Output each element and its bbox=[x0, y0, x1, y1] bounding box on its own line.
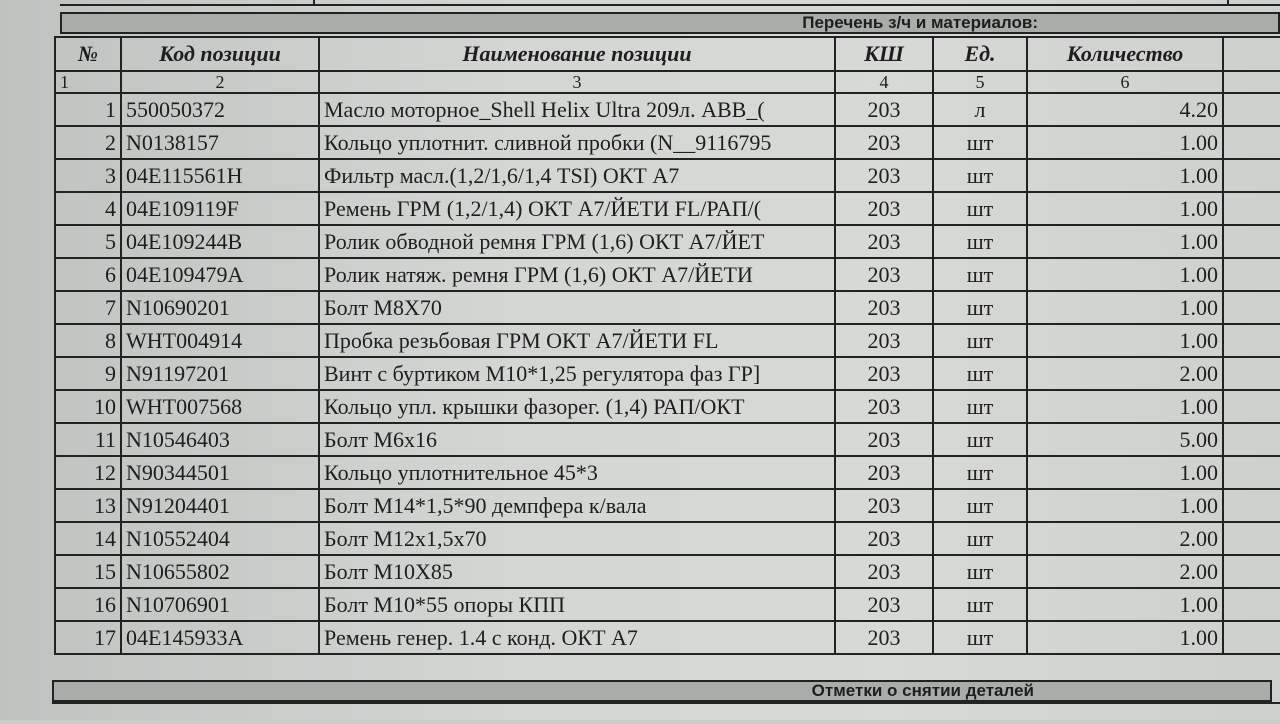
table-cell-extra bbox=[1223, 258, 1280, 291]
table-cell-qty: 1.00 bbox=[1027, 159, 1223, 192]
table-cell-unit: шт bbox=[933, 588, 1027, 621]
table-cell-extra bbox=[1223, 390, 1280, 423]
column-number-row bbox=[55, 71, 1280, 93]
table-cell-qty: 1.00 bbox=[1027, 621, 1223, 654]
top-divider-tick bbox=[313, 0, 315, 6]
table-cell-qty: 2.00 bbox=[1027, 357, 1223, 390]
parts-section-title: Перечень з/ч и материалов: bbox=[60, 12, 1280, 34]
table-cell-num: 12 bbox=[55, 456, 121, 489]
table-cell-extra bbox=[1223, 225, 1280, 258]
column-header-code: Код позиции bbox=[121, 37, 319, 71]
table-row bbox=[55, 291, 1280, 324]
table-cell-name: Фильтр масл.(1,2/1,6/1,4 TSI) ОКТ А7 bbox=[319, 159, 835, 192]
table-cell-qty: 1.00 bbox=[1027, 291, 1223, 324]
table-row bbox=[55, 126, 1280, 159]
table-cell-ksh: 203 bbox=[835, 423, 933, 456]
table-cell-num: 9 bbox=[55, 357, 121, 390]
column-number: 6 bbox=[1027, 71, 1223, 93]
table-cell-extra bbox=[1223, 489, 1280, 522]
table-cell-code: N91197201 bbox=[121, 357, 319, 390]
column-header-qty: Количество bbox=[1027, 37, 1223, 71]
table-cell-unit: шт bbox=[933, 390, 1027, 423]
table-cell-code: N10546403 bbox=[121, 423, 319, 456]
parts-table bbox=[54, 36, 1280, 655]
table-row bbox=[55, 192, 1280, 225]
table-cell-name: Пробка резьбовая ГРМ ОКТ А7/ЙЕТИ FL bbox=[319, 324, 835, 357]
table-cell-unit: шт bbox=[933, 258, 1027, 291]
table-cell-name: Кольцо уплотнит. сливной пробки (N__9116795 bbox=[319, 126, 835, 159]
table-cell-name: Ремень генер. 1.4 с конд. ОКТ А7 bbox=[319, 621, 835, 654]
table-cell-ksh: 203 bbox=[835, 357, 933, 390]
table-cell-extra bbox=[1223, 324, 1280, 357]
bottom-table-edge bbox=[52, 702, 1280, 724]
table-cell-extra bbox=[1223, 522, 1280, 555]
table-cell-ksh: 203 bbox=[835, 456, 933, 489]
table-cell-qty: 1.00 bbox=[1027, 489, 1223, 522]
table-cell-extra bbox=[1223, 126, 1280, 159]
removal-section-title: Отметки о снятии деталей bbox=[52, 680, 1272, 702]
table-cell-num: 17 bbox=[55, 621, 121, 654]
table-header-row bbox=[55, 37, 1280, 71]
table-cell-name: Болт М12х1,5х70 bbox=[319, 522, 835, 555]
table-cell-code: WHT007568 bbox=[121, 390, 319, 423]
table-row bbox=[55, 489, 1280, 522]
table-cell-num: 2 bbox=[55, 126, 121, 159]
table-cell-unit: л bbox=[933, 93, 1027, 126]
table-cell-num: 4 bbox=[55, 192, 121, 225]
table-row bbox=[55, 324, 1280, 357]
table-cell-ksh: 203 bbox=[835, 555, 933, 588]
table-cell-ksh: 203 bbox=[835, 324, 933, 357]
table-cell-ksh: 203 bbox=[835, 126, 933, 159]
table-row bbox=[55, 357, 1280, 390]
column-header-unit: Ед. bbox=[933, 37, 1027, 71]
table-cell-num: 8 bbox=[55, 324, 121, 357]
table-row bbox=[55, 225, 1280, 258]
column-number: 2 bbox=[121, 71, 319, 93]
table-cell-ksh: 203 bbox=[835, 192, 933, 225]
table-cell-num: 14 bbox=[55, 522, 121, 555]
table-cell-name: Болт М6х16 bbox=[319, 423, 835, 456]
table-cell-name: Винт с буртиком М10*1,25 регулятора фаз ГР] bbox=[319, 357, 835, 390]
table-cell-extra bbox=[1223, 192, 1280, 225]
column-number: 5 bbox=[933, 71, 1027, 93]
column-header-num: № bbox=[55, 37, 121, 71]
table-cell-qty: 1.00 bbox=[1027, 588, 1223, 621]
table-cell-name: Кольцо упл. крышки фазорег. (1,4) РАП/ОКТ bbox=[319, 390, 835, 423]
table-cell-num: 16 bbox=[55, 588, 121, 621]
table-cell-num: 13 bbox=[55, 489, 121, 522]
table-cell-num: 15 bbox=[55, 555, 121, 588]
table-cell-unit: шт bbox=[933, 159, 1027, 192]
table-cell-ksh: 203 bbox=[835, 522, 933, 555]
table-row bbox=[55, 621, 1280, 654]
table-cell-code: 04E109119F bbox=[121, 192, 319, 225]
table-cell-ksh: 203 bbox=[835, 159, 933, 192]
table-cell-code: 04E145933A bbox=[121, 621, 319, 654]
table-cell-qty: 1.00 bbox=[1027, 192, 1223, 225]
table-cell-qty: 2.00 bbox=[1027, 555, 1223, 588]
table-row bbox=[55, 522, 1280, 555]
table-cell-extra bbox=[1223, 357, 1280, 390]
column-header-ksh: КШ bbox=[835, 37, 933, 71]
top-divider-tick bbox=[1227, 0, 1229, 6]
table-cell-name: Ролик обводной ремня ГРМ (1,6) ОКТ А7/ЙЕТ bbox=[319, 225, 835, 258]
table-cell-code: N10655802 bbox=[121, 555, 319, 588]
table-cell-qty: 1.00 bbox=[1027, 126, 1223, 159]
table-cell-code: 04E109479A bbox=[121, 258, 319, 291]
table-cell-name: Болт М14*1,5*90 демпфера к/вала bbox=[319, 489, 835, 522]
table-cell-code: 550050372 bbox=[121, 93, 319, 126]
table-row bbox=[55, 159, 1280, 192]
table-cell-extra bbox=[1223, 621, 1280, 654]
table-cell-unit: шт bbox=[933, 522, 1027, 555]
table-cell-extra bbox=[1223, 588, 1280, 621]
column-number: 3 bbox=[319, 71, 835, 93]
table-cell-code: N10706901 bbox=[121, 588, 319, 621]
table-cell-ksh: 203 bbox=[835, 225, 933, 258]
table-cell-unit: шт bbox=[933, 225, 1027, 258]
table-cell-extra bbox=[1223, 291, 1280, 324]
table-cell-ksh: 203 bbox=[835, 258, 933, 291]
table-cell-num: 1 bbox=[55, 93, 121, 126]
table-cell-qty: 1.00 bbox=[1027, 324, 1223, 357]
table-cell-unit: шт bbox=[933, 555, 1027, 588]
table-cell-ksh: 203 bbox=[835, 621, 933, 654]
table-cell-name: Масло моторное_Shell Helix Ultra 209л. ABB_( bbox=[319, 93, 835, 126]
table-cell-extra bbox=[1223, 93, 1280, 126]
table-cell-code: N10690201 bbox=[121, 291, 319, 324]
table-cell-unit: шт bbox=[933, 489, 1027, 522]
table-cell-name: Кольцо уплотнительное 45*3 bbox=[319, 456, 835, 489]
table-cell-unit: шт bbox=[933, 456, 1027, 489]
table-cell-ksh: 203 bbox=[835, 291, 933, 324]
table-cell-num: 6 bbox=[55, 258, 121, 291]
column-header-extra bbox=[1223, 37, 1280, 71]
table-row bbox=[55, 390, 1280, 423]
table-cell-name: Болт М10Х85 bbox=[319, 555, 835, 588]
table-cell-ksh: 203 bbox=[835, 489, 933, 522]
table-row bbox=[55, 588, 1280, 621]
column-number: 4 bbox=[835, 71, 933, 93]
table-cell-code: WHT004914 bbox=[121, 324, 319, 357]
table-cell-unit: шт bbox=[933, 192, 1027, 225]
column-number: 1 bbox=[55, 71, 121, 93]
table-cell-ksh: 203 bbox=[835, 588, 933, 621]
table-row bbox=[55, 456, 1280, 489]
table-cell-ksh: 203 bbox=[835, 93, 933, 126]
table-cell-extra bbox=[1223, 555, 1280, 588]
table-cell-extra bbox=[1223, 456, 1280, 489]
table-cell-extra bbox=[1223, 423, 1280, 456]
table-cell-qty: 4.20 bbox=[1027, 93, 1223, 126]
table-cell-code: N10552404 bbox=[121, 522, 319, 555]
table-row bbox=[55, 423, 1280, 456]
table-cell-unit: шт bbox=[933, 357, 1027, 390]
table-row bbox=[55, 93, 1280, 126]
table-cell-code: N91204401 bbox=[121, 489, 319, 522]
table-cell-qty: 1.00 bbox=[1027, 225, 1223, 258]
table-cell-code: 04E109244B bbox=[121, 225, 319, 258]
table-cell-num: 7 bbox=[55, 291, 121, 324]
table-cell-qty: 1.00 bbox=[1027, 456, 1223, 489]
table-cell-unit: шт bbox=[933, 423, 1027, 456]
table-cell-code: N90344501 bbox=[121, 456, 319, 489]
table-cell-name: Болт М10*55 опоры КПП bbox=[319, 588, 835, 621]
table-cell-code: 04E115561H bbox=[121, 159, 319, 192]
table-cell-qty: 1.00 bbox=[1027, 390, 1223, 423]
table-cell-num: 10 bbox=[55, 390, 121, 423]
table-cell-extra bbox=[1223, 159, 1280, 192]
column-header-name: Наименование позиции bbox=[319, 37, 835, 71]
top-divider bbox=[60, 0, 1280, 6]
table-cell-qty: 5.00 bbox=[1027, 423, 1223, 456]
table-cell-num: 11 bbox=[55, 423, 121, 456]
table-cell-qty: 2.00 bbox=[1027, 522, 1223, 555]
table-cell-name: Болт М8Х70 bbox=[319, 291, 835, 324]
table-cell-qty: 1.00 bbox=[1027, 258, 1223, 291]
table-cell-name: Ролик натяж. ремня ГРМ (1,6) ОКТ А7/ЙЕТИ bbox=[319, 258, 835, 291]
table-cell-num: 3 bbox=[55, 159, 121, 192]
table-cell-unit: шт bbox=[933, 291, 1027, 324]
table-row bbox=[55, 258, 1280, 291]
column-number-extra bbox=[1223, 71, 1280, 93]
table-cell-unit: шт bbox=[933, 621, 1027, 654]
table-cell-unit: шт bbox=[933, 324, 1027, 357]
table-cell-name: Ремень ГРМ (1,2/1,4) ОКТ А7/ЙЕТИ FL/РАП/( bbox=[319, 192, 835, 225]
table-cell-ksh: 203 bbox=[835, 390, 933, 423]
table-cell-unit: шт bbox=[933, 126, 1027, 159]
table-row bbox=[55, 555, 1280, 588]
table-cell-code: N0138157 bbox=[121, 126, 319, 159]
table-cell-num: 5 bbox=[55, 225, 121, 258]
